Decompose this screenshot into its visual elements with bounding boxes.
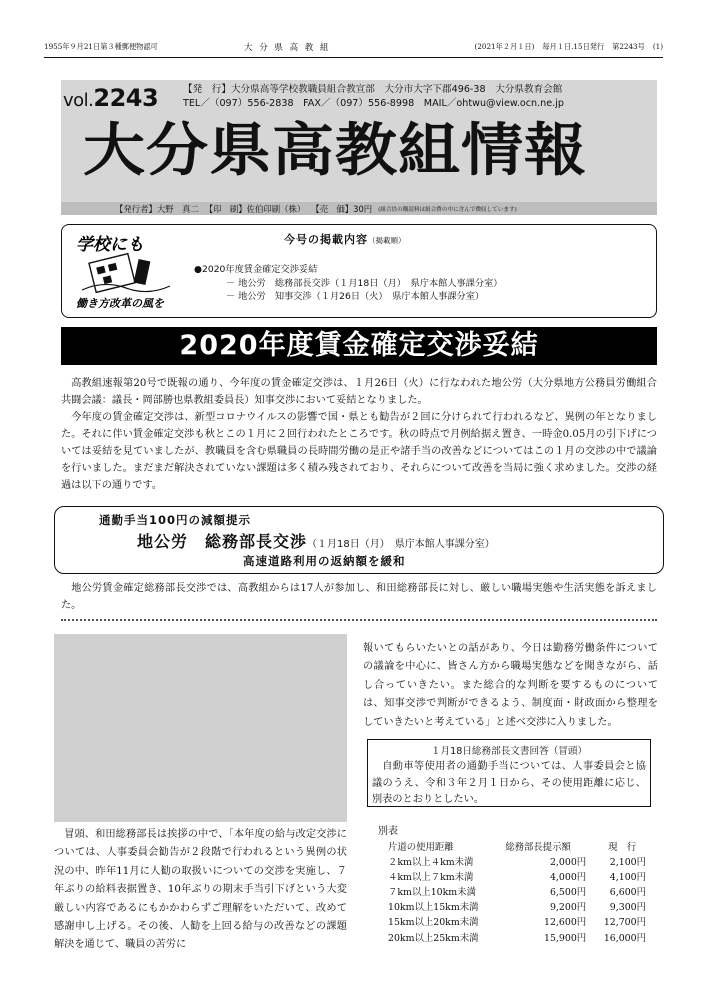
contents-list bbox=[194, 263, 502, 304]
masthead bbox=[61, 80, 657, 202]
left-column-text: 冒頭、和田総務部長は挨拶の中で、「本年度の給与改定交渉については、人事委員会勧告が２段階で行われるという異例の状況の中、昨年11月に人勧の取扱いについての交渉を実施し、７年ぶりの給料表据置き、10年ぶりの期末手当引下げという大変厳しい内容であるにもかかわらずご理解をいただいて、改めて感謝申し上げる。その後、人勧を上回る給与の改善などの課題解決を通じて、職員の苦労に bbox=[54, 829, 347, 951]
paper-name: 大 分 県 高 教 組 bbox=[244, 43, 331, 53]
table-caption: 別表 bbox=[378, 826, 398, 837]
table-row: 20km以上25km未満 15,900円 16,000円 bbox=[388, 932, 646, 944]
lead-paragraph: 地公労賃金確定総務部長交渉では、高教組からは17人が参加し、和田総務部長に対し、厳しい職場実態や生活実態を訴えました。 bbox=[61, 583, 657, 611]
main-headline: 2020年度賃金確定交渉妥結 bbox=[61, 327, 657, 365]
table-row: ７km以上10km未満 6,500円 6,600円 bbox=[388, 886, 646, 898]
logo-text-top: 学校にも bbox=[76, 235, 144, 255]
contents-box bbox=[61, 224, 657, 318]
intro-paragraph: 高教組速報第20号で既報の通り、今年度の賃金確定交渉は、１月26日（火）に行なわれた地公労（大分県地方公務員労働組合共闘会議：議長・岡部勝也県教組委員長）知事交渉において妥結となりました。 bbox=[61, 378, 657, 406]
price: 【売 価】30円 bbox=[311, 203, 373, 214]
work-reform-logo bbox=[74, 230, 174, 312]
contents-title: 今号の掲載内容（掲載順） bbox=[284, 233, 406, 246]
commute-allowance-table bbox=[388, 838, 650, 944]
header-strip bbox=[44, 40, 663, 54]
newsletter-title: 大分県高教組情報 bbox=[83, 116, 588, 184]
publisher-line: 【発 行】大分県高等学校教職員組合教宣部 大分市大字下郡496-38 大分県教育会館 bbox=[183, 84, 563, 95]
written-answer-title: １月18日総務部長文書回答（冒頭） bbox=[430, 746, 588, 757]
section-heading-box bbox=[54, 506, 664, 574]
page-number: (1) bbox=[652, 42, 663, 51]
header-rule bbox=[44, 57, 663, 58]
printer: 【印 刷】佐伯印刷（株） bbox=[204, 203, 306, 214]
publisher-info bbox=[183, 83, 564, 111]
table-row: ４km以上７km未満 4,000円 4,100円 bbox=[388, 871, 646, 883]
contents-item: － 地公労 総務部長交渉（１月18日（月） 県庁本館人事課分室） bbox=[226, 277, 503, 289]
intro-text bbox=[61, 375, 657, 494]
issue-number: 第2243号 bbox=[612, 42, 645, 51]
contents-item: － 地公労 知事交渉（１月26日（火） 県庁本館人事課分室） bbox=[226, 291, 485, 303]
dotted-divider bbox=[61, 619, 657, 621]
section-heading-line1: 通勤手当100円の減額提示 bbox=[99, 513, 252, 527]
issue-schedule: 毎月１日.15日発行 bbox=[542, 42, 605, 51]
table-row: 10km以上15km未満 9,200円 9,300円 bbox=[388, 902, 646, 914]
table-row: ２km以上４km未満 2,000円 2,100円 bbox=[388, 856, 646, 868]
table-row: 15km以上20km未満 12,600円 12,700円 bbox=[388, 917, 646, 929]
contents-item: ●2020年度賃金確定交渉妥結 bbox=[194, 264, 318, 275]
intro-paragraph: 今年度の賃金確定交渉は、新型コロナウイルスの影響で国・県とも勧告が２回に分けられて行われるなど、異例の年となりました。それに伴い賃金確定交渉も秋とこの１月に２回行われたところです。秋の時点で月例給据え置き、一時金0.05月の引下げについては妥結を見ていましたが、教職員を含む県職員の長時間労働の是正や諸手当の改善などについてはこの１月の交渉の中で議論を行いました。まだまだ解決されていない課題は多く積み残されており、それらについて改善を当局に強く求めました。交渉の経過は以下の通りです。 bbox=[61, 412, 657, 491]
volume-number: vol.2243 bbox=[63, 84, 159, 112]
issuer: 【発行者】大野 真二 bbox=[115, 203, 199, 214]
col-proposed: 総務部長提示額 bbox=[505, 841, 571, 853]
photo-placeholder bbox=[54, 634, 347, 822]
section-heading-line3: 高速道路利用の返納額を緩和 bbox=[243, 554, 406, 568]
lead-text bbox=[61, 580, 657, 614]
issue-date: (2021年２月１日) bbox=[474, 42, 535, 51]
logo-text-bottom: 働き方改革の風を bbox=[76, 297, 164, 310]
postal-permit: 1955年９月21日第３種郵便物認可 bbox=[44, 42, 158, 51]
written-answer-box bbox=[367, 739, 651, 807]
written-answer-body: 自動車等使用者の通勤手当については、人事委員会と協議のうえ、令和３年２月１日から、その使用距離に応じ、別表のとおりとしたい。 bbox=[372, 761, 646, 805]
section-heading-line2: 地公労 総務部長交渉（１月18日（月） 県庁本館人事課分室） bbox=[137, 532, 495, 551]
col-distance: 片道の使用距離 bbox=[388, 841, 454, 853]
publication-bar bbox=[61, 202, 657, 215]
table-header-row bbox=[388, 838, 650, 853]
issue-info bbox=[475, 42, 663, 52]
right-column-text: 報いてもらいたいとの話があり、今日は勤務労働条件についての議論を中心に、皆さん方から職場実態などを聞きながら、話し合っていきたい。また総合的な判断を要するものについては、知事交渉で判断ができるよう、制度面・財政面から整理をしていきたいと考えている」と述べ交渉に入りました。 bbox=[363, 643, 658, 728]
price-note: (組合員の購読料は組合費の中に含んで徴収しています) bbox=[378, 206, 517, 213]
col-current: 現 行 bbox=[608, 841, 637, 853]
contact-line: TEL／（097）556-2838 FAX／（097）556-8998 MAIL／ohtwu@view.ocn.ne.jp bbox=[183, 98, 564, 109]
